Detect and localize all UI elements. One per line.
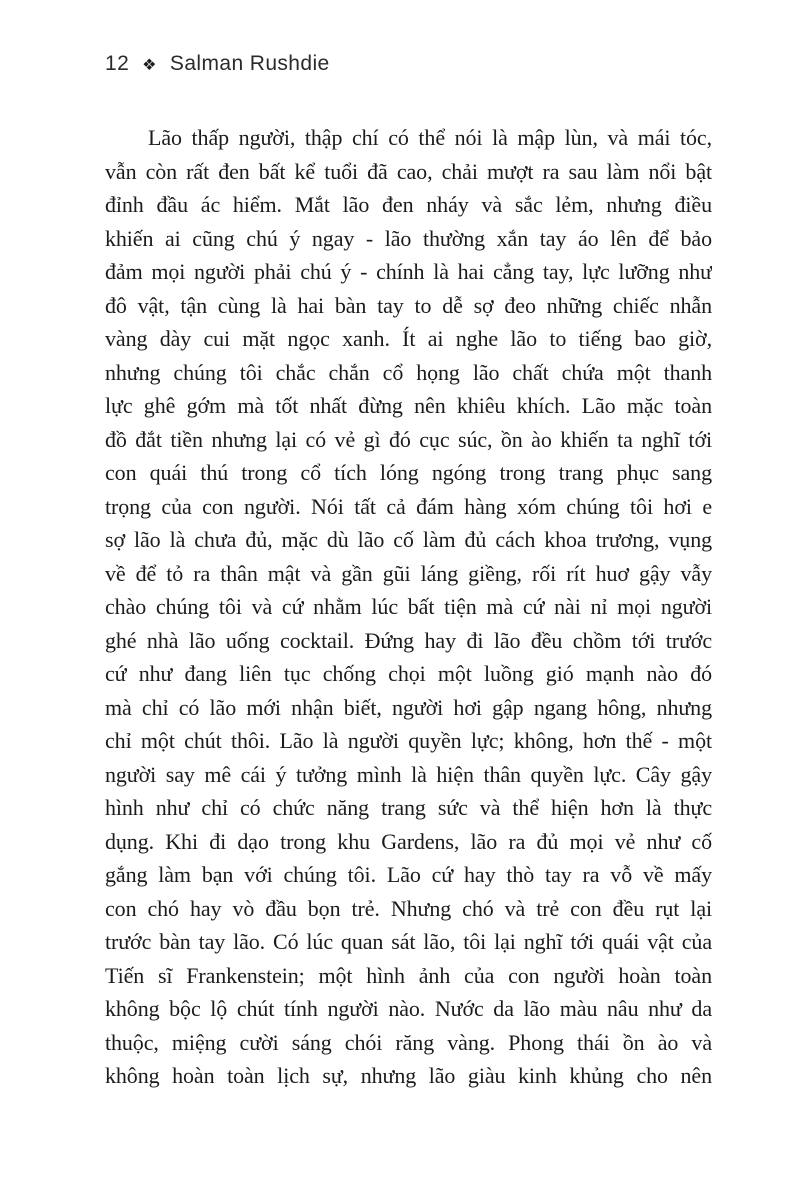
text-line: con quái thú trong cổ tích lóng ngóng trong trang phục sang (105, 460, 712, 485)
text-line: Lão thấp người, thập chí có thể nói là mập lùn, và mái tóc, (148, 125, 712, 150)
text-line: Tiến sĩ Frankenstein; một hình ảnh của con người hoàn toàn (105, 962, 712, 988)
text-line: không bộc lộ chút tính người nào. Nước da lão màu nâu như da (105, 996, 712, 1021)
paragraph-text (105, 121, 712, 1093)
text-line: không hoàn toàn lịch sự, nhưng lão giàu kinh khủng cho nên (105, 1063, 712, 1088)
text-line: đồ đắt tiền nhưng lại có vẻ gì đó cục súc, ồn ào khiến ta nghĩ tới (105, 426, 712, 452)
text-line: hình như chỉ có chức năng trang sức và thể hiện hơn là thực (105, 795, 712, 820)
diamond-ornament-icon: ❖ (142, 57, 157, 74)
text-line: đỉnh đầu ác hiểm. Mắt lão đen nháy và sắc lẻm, nhưng điều (105, 192, 712, 217)
text-line: người say mê cái ý tưởng mình là hiện thân quyền lực. Cây gậy (105, 761, 712, 787)
text-line: ghé nhà lão uống cocktail. Đứng hay đi lão đều chồm tới trước (105, 627, 712, 653)
text-line: về để tỏ ra thân mật và gần gũi láng giềng, rối rít huơ gậy vẫy (105, 560, 712, 586)
text-line: chỉ một chút thôi. Lão là người quyền lực; không, hơn thế - một (105, 728, 712, 753)
text-line: con chó hay vò đầu bọn trẻ. Nhưng chó và trẻ con đều rụt lại (105, 895, 712, 921)
text-line: gắng làm bạn với chúng tôi. Lão cứ hay thò tay ra vỗ về mấy (105, 862, 712, 887)
text-line: cứ như đang liên tục chống chọi một luồng gió mạnh nào đó (105, 661, 712, 686)
text-line: vàng dày cui mặt ngọc xanh. Ít ai nghe lão to tiếng bao giờ, (105, 326, 712, 351)
text-line: dụng. Khi đi dạo trong khu Gardens, lão ra đủ mọi vẻ như cố (105, 828, 712, 854)
text-line: lực ghê gớm mà tốt nhất đừng nên khiêu khích. Lão mặc toàn (105, 393, 712, 418)
text-line: đô vật, tận cùng là hai bàn tay to dễ sợ đeo những chiếc nhẫn (105, 292, 712, 318)
text-line: nhưng chúng tôi chắc chắn cổ họng lão chất chứa một thanh (105, 359, 712, 385)
page-number: 12 (105, 52, 130, 75)
running-header (105, 52, 330, 76)
text-line: trọng của con người. Nói tất cả đám hàng xóm chúng tôi hơi e (105, 493, 712, 519)
author-name: Salman Rushdie (169, 52, 330, 75)
text-line: chào chúng tôi và cứ nhằm lúc bất tiện mà cứ nài nỉ mọi người (105, 594, 712, 619)
text-line: vẫn còn rất đen bất kể tuổi đã cao, chải mượt ra sau làm nổi bật (105, 158, 712, 184)
text-line: trước bàn tay lão. Có lúc quan sát lão, tôi lại nghĩ tới quái vật của (105, 929, 712, 954)
text-line: thuộc, miệng cười sáng chói răng vàng. Phong thái ồn ào và (105, 1029, 712, 1055)
text-line: khiến ai cũng chú ý ngay - lão thường xắn tay áo lên để bảo (105, 225, 712, 251)
text-line: đảm mọi người phải chú ý - chính là hai cẳng tay, lực lưỡng như (105, 259, 712, 284)
text-line: mà chỉ có lão mới nhận biết, người hơi gập ngang hông, nhưng (105, 694, 712, 720)
text-line: sợ lão là chưa đủ, mặc dù lão cố làm đủ cách khoa trương, vụng (105, 527, 712, 552)
